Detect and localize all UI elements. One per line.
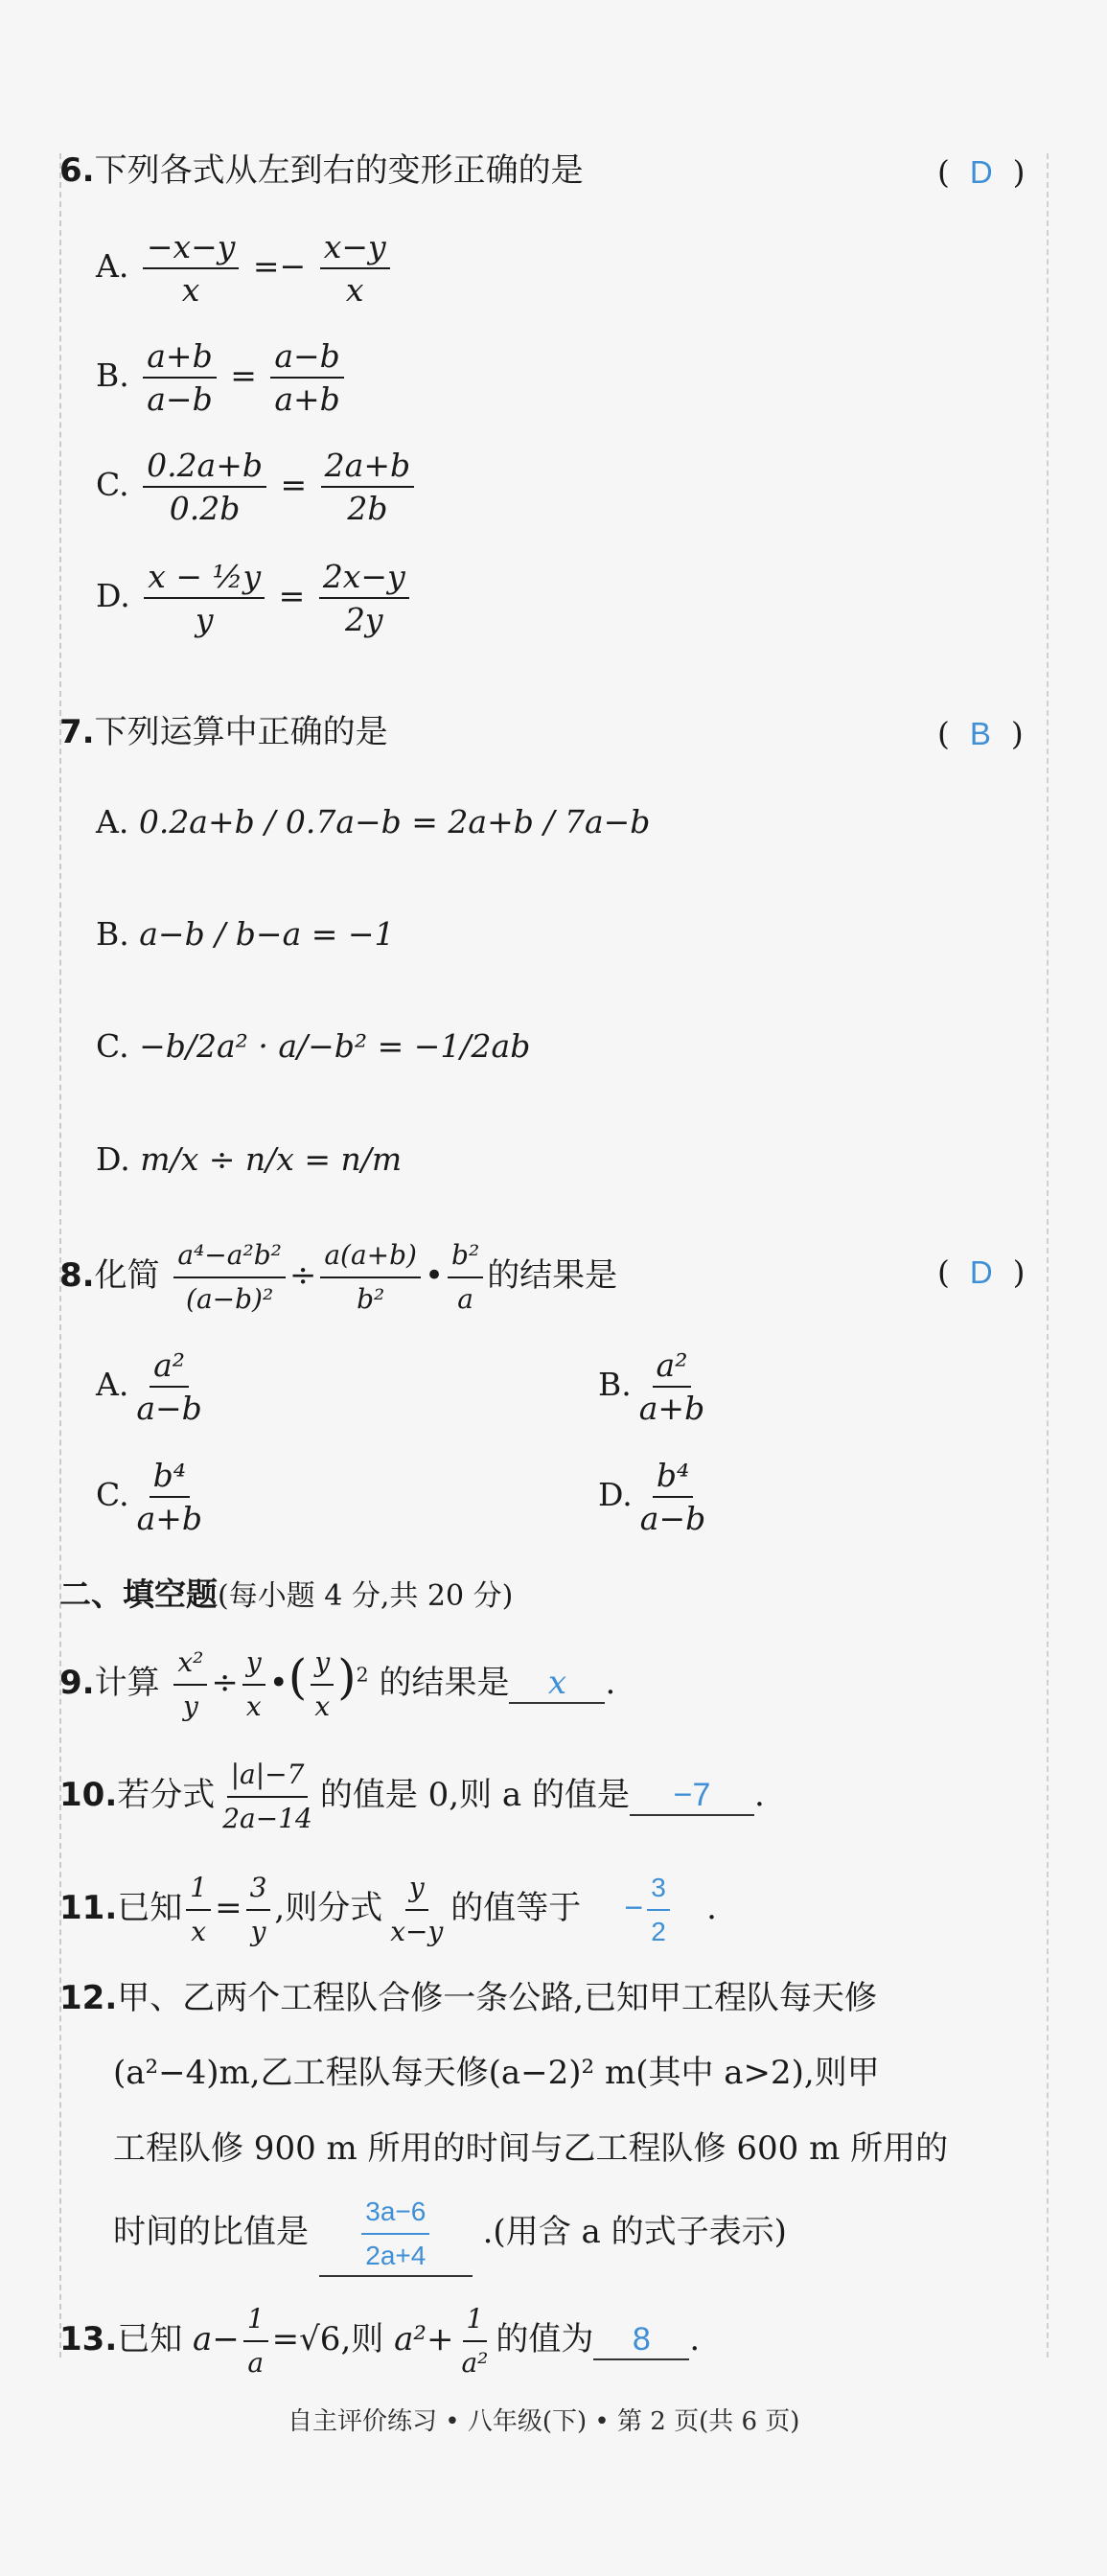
denominator: x <box>181 271 200 309</box>
denominator: 2b <box>347 490 388 527</box>
numerator: 1 <box>243 2300 268 2342</box>
fraction <box>132 1346 205 1427</box>
denominator: a−b <box>639 1500 706 1537</box>
fraction <box>246 1869 271 1951</box>
fraction <box>143 337 216 418</box>
option-label: C. <box>96 466 129 503</box>
fraction <box>186 1869 211 1951</box>
numerator: 1 <box>463 2300 488 2342</box>
q8-option-c <box>96 1457 210 1537</box>
denominator: x <box>345 271 364 309</box>
numerator: b⁴ <box>150 1457 190 1498</box>
q8-answer: D <box>969 1254 993 1290</box>
option-label: D. <box>598 1476 633 1513</box>
numerator: a(a+b) <box>320 1236 421 1278</box>
page-footer: 自主评价练习 • 八年级(下) • 第 2 页(共 6 页) <box>288 2407 800 2436</box>
numerator: 2a+b <box>321 447 414 488</box>
denominator: a−b <box>136 1390 202 1427</box>
numerator: −x−y <box>143 228 240 269</box>
denominator: a+b <box>638 1390 705 1427</box>
minus-sign: − <box>624 1890 644 1926</box>
fraction <box>242 1644 265 1726</box>
fraction <box>133 1457 206 1537</box>
q11-answer <box>647 1869 670 1951</box>
q8-text-post: 的结果是 <box>487 1256 618 1295</box>
q7-option-a <box>96 803 650 840</box>
exponent: 2 <box>356 1663 369 1687</box>
fraction <box>319 558 409 638</box>
paren: ( <box>288 1649 308 1705</box>
q8-text-pre: 化简 <box>94 1256 160 1295</box>
section-heading: 二、填空题 <box>59 1576 218 1613</box>
math: a− <box>193 2320 240 2358</box>
q12-answer <box>361 2193 429 2275</box>
numerator: 0.2a+b <box>143 447 266 488</box>
fraction <box>448 1236 483 1319</box>
q12-line4 <box>113 2193 787 2277</box>
q7-stem <box>59 713 388 751</box>
q8-answer-box: ( D ) <box>937 1254 1026 1291</box>
operator: = <box>280 466 308 503</box>
numerator: x−y <box>320 228 390 269</box>
q6-option-a <box>96 228 394 309</box>
numerator: 3 <box>246 1869 271 1911</box>
fraction <box>173 1644 207 1726</box>
denominator: x <box>191 1916 207 1947</box>
numerator: 3 <box>647 1869 670 1911</box>
denominator: 2a−14 <box>222 1803 312 1834</box>
fraction <box>270 337 343 418</box>
q11-answer-blank[interactable] <box>591 1869 706 1951</box>
option-label: A. <box>96 247 129 285</box>
fraction <box>144 558 265 638</box>
q7-text: 下列运算中正确的是 <box>94 713 388 751</box>
denominator: 2 <box>651 1917 666 1946</box>
fraction <box>386 1869 447 1951</box>
q12-line3 <box>113 2129 948 2168</box>
denominator: y <box>182 1690 198 1722</box>
q8-option-a <box>96 1346 210 1427</box>
numerator: x² <box>173 1644 207 1686</box>
fraction <box>636 1457 709 1537</box>
q6-text: 下列各式从左到右的变形正确的是 <box>94 151 584 190</box>
numerator: a+b <box>143 337 216 379</box>
q11: 11.已知 $\frac{1}{x}$ = $\frac{3}{y}$ ,则分式 $\frac{y}{x-y}$ 的值等于 − $\frac{3}{2}$ . <box>59 1869 717 1951</box>
q13-text-post: 的值为 <box>496 2320 594 2358</box>
fraction <box>320 228 390 309</box>
q7-option-c <box>96 1027 530 1065</box>
fraction <box>311 1644 334 1726</box>
q12-text: 工程队修 900 m 所用的时间与乙工程队修 600 m 所用的 <box>113 2129 949 2168</box>
q6-answer-box: ( D ) <box>937 153 1026 191</box>
denominator: a+b <box>136 1500 203 1537</box>
q10-text-pre: 若分式 <box>117 1776 216 1814</box>
q12-line1 <box>59 1979 877 2017</box>
q8-option-d <box>598 1457 713 1537</box>
q13: 13.已知 a− $\frac{1}{a}$ =√6,则 a²+ $\frac{1}{\text{a²}}$ 的值为 8 . <box>59 2300 700 2382</box>
numerator: y <box>405 1869 428 1911</box>
q13-answer: 8 <box>632 2321 651 2358</box>
fraction <box>219 1756 316 1838</box>
option-label: B. <box>598 1366 632 1403</box>
option-label: C. <box>96 1027 129 1065</box>
q8-stem: 8.化简 $\frac{\text{a⁴−a²b²}}{\text{(a−b)²}}$ ÷ $\frac{a(a+b)}{\text{b²}}$ • $\frac{\text{b²}}{a}$ 的结果是 <box>59 1236 617 1319</box>
section-title <box>59 1570 513 1615</box>
fraction <box>321 447 414 527</box>
q12-text: .(用含 a 的式子表示) <box>482 2213 787 2251</box>
q13-text-mid: ,则 <box>340 2320 384 2358</box>
q7-answer: B <box>969 716 991 751</box>
q6-stem <box>59 151 584 190</box>
q9-answer-blank[interactable] <box>509 1664 605 1704</box>
fraction <box>173 1236 285 1319</box>
q11-text-post: 的值等于 <box>450 1889 582 1927</box>
q12-number: 12. <box>59 1979 118 2017</box>
numerator: a² <box>150 1346 189 1388</box>
right-margin-line <box>1047 153 1050 2358</box>
q6-option-b <box>96 337 348 418</box>
fraction <box>143 228 240 309</box>
denominator: a+b <box>274 380 340 418</box>
option-expression: m/x ÷ n/x = n/m <box>140 1140 403 1178</box>
q9-answer: x <box>547 1664 567 1702</box>
operator: =− <box>252 247 307 285</box>
denominator: x <box>314 1690 331 1722</box>
denominator: 2y <box>344 601 383 638</box>
denominator: (a−b)² <box>186 1283 274 1315</box>
paren: ) <box>337 1649 357 1705</box>
q6-option-d <box>96 558 413 638</box>
fraction <box>457 2300 492 2382</box>
q6-number: 6. <box>59 151 95 190</box>
q12-text: 甲、乙两个工程队合修一条公路,已知甲工程队每天修 <box>117 1979 878 2017</box>
q12-answer-blank[interactable] <box>319 2193 473 2277</box>
fraction <box>243 2300 268 2382</box>
q9-text-post: 的结果是 <box>379 1664 510 1702</box>
q10-number: 10. <box>59 1776 118 1814</box>
q7-number: 7. <box>59 713 95 751</box>
denominator: a² <box>461 2347 489 2379</box>
q10-answer-blank[interactable] <box>630 1776 754 1816</box>
fraction <box>320 1236 421 1319</box>
q10-text-post: 的值是 0,则 a 的值是 <box>319 1776 630 1814</box>
q6-answer: D <box>969 154 993 190</box>
q9: 9.计算 $\frac{\text{x²}}{y}$ ÷ $\frac{y}{x}$ •( $\frac{y}{x}$ )$^2$ 的结果是 x . <box>59 1644 615 1726</box>
numerator: a² <box>653 1346 692 1388</box>
q7-option-b <box>96 915 395 953</box>
option-expression: −b/2a² · a/−b² = −1/2ab <box>139 1027 531 1065</box>
numerator: a−b <box>270 337 343 379</box>
option-label: D. <box>96 577 130 614</box>
operator: = <box>278 577 306 614</box>
denominator: b² <box>357 1283 385 1315</box>
q7-answer-box: ( B ) <box>937 715 1024 752</box>
denominator: a <box>247 2347 265 2379</box>
q7-option-d <box>96 1140 402 1178</box>
numerator: y <box>242 1644 265 1686</box>
denominator: y <box>250 1916 266 1947</box>
q12-text: (a²−4)m,乙工程队每天修(a−2)² m(其中 a>2),则甲 <box>113 2054 880 2092</box>
option-expression: a−b / b−a = −1 <box>139 915 395 953</box>
numerator: 2x−y <box>319 558 409 599</box>
q9-number: 9. <box>59 1664 95 1702</box>
q10-answer: −7 <box>673 1777 711 1813</box>
q11-number: 11. <box>59 1889 118 1927</box>
numerator: b⁴ <box>653 1457 693 1498</box>
denominator: a <box>457 1283 473 1315</box>
denominator: y <box>195 601 214 638</box>
numerator: b² <box>448 1236 483 1278</box>
denominator: 2a+4 <box>365 2241 427 2270</box>
q11-text-pre: 已知 <box>117 1889 183 1927</box>
option-expression: 0.2a+b / 0.7a−b = 2a+b / 7a−b <box>138 803 651 840</box>
option-label: A. <box>96 803 129 840</box>
fraction <box>143 447 266 527</box>
section-note: (每小题 4 分,共 20 分) <box>218 1579 514 1613</box>
q13-text-pre: 已知 <box>117 2320 183 2358</box>
denominator: x−y <box>390 1916 444 1947</box>
q8-option-b <box>598 1346 712 1427</box>
q12-line2 <box>113 2054 880 2092</box>
denominator: a−b <box>147 380 213 418</box>
option-label: C. <box>96 1476 129 1513</box>
denominator: 0.2b <box>169 490 241 527</box>
q6-option-c <box>96 447 418 527</box>
math: a²+ <box>394 2320 454 2358</box>
numerator: x − ½y <box>144 558 265 599</box>
option-label: B. <box>96 915 129 953</box>
q13-answer-blank[interactable] <box>593 2320 689 2360</box>
q13-number: 13. <box>59 2320 118 2358</box>
option-label: B. <box>96 356 129 394</box>
numerator: 1 <box>186 1869 211 1911</box>
option-label: D. <box>96 1140 130 1178</box>
q10: 10.若分式 $\frac{|a|-7}{2a-14}$ 的值是 0,则 a 的值是 −7 . <box>59 1756 765 1838</box>
fraction <box>635 1346 708 1427</box>
q8-number: 8. <box>59 1256 95 1295</box>
numerator: |a|−7 <box>227 1756 309 1798</box>
denominator: x <box>245 1690 262 1722</box>
numerator: a⁴−a²b² <box>173 1236 285 1278</box>
numerator: 3a−6 <box>361 2193 429 2235</box>
q12-text: 时间的比值是 <box>113 2213 309 2251</box>
operator: = <box>230 356 257 394</box>
option-label: A. <box>96 1366 129 1403</box>
q9-text-pre: 计算 <box>94 1664 160 1702</box>
numerator: y <box>311 1644 334 1686</box>
q11-text-mid: ,则分式 <box>274 1889 383 1927</box>
